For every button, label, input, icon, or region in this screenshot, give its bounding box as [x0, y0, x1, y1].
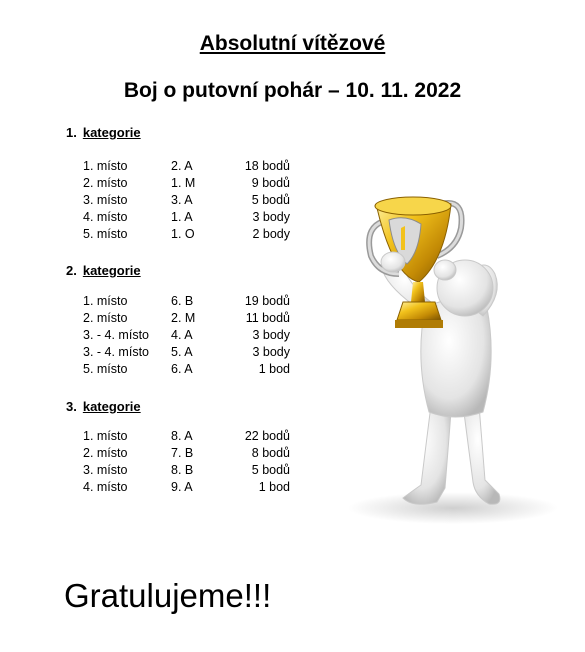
- place-cell: 1. místo: [83, 429, 128, 443]
- congratulations-text: Gratulujeme!!!: [64, 577, 272, 614]
- class-cell: 7. B: [171, 446, 194, 460]
- class-cell: 1. A: [171, 210, 193, 224]
- place-cell: 5. místo: [83, 227, 128, 241]
- class-cell: 8. B: [171, 463, 194, 477]
- class-cell: 2. M: [171, 311, 196, 325]
- document-subtitle: Boj o putovní pohár – 10. 11. 2022: [123, 79, 462, 102]
- place-cell: 2. místo: [83, 446, 128, 460]
- class-cell: 1. O: [171, 227, 195, 241]
- place-cell: 1. místo: [83, 294, 128, 308]
- class-cell: 9. A: [171, 480, 193, 494]
- class-cell: 4. A: [171, 328, 193, 342]
- result-row: [0, 345, 330, 362]
- category-name: kategorie: [82, 263, 141, 278]
- category-name: kategorie: [82, 399, 141, 414]
- place-cell: 4. místo: [83, 480, 128, 494]
- points-cell: 18 bodů: [244, 159, 290, 173]
- points-cell: 11 bodů: [245, 311, 290, 325]
- category-name: kategorie: [82, 125, 141, 140]
- result-row: [0, 210, 330, 227]
- category-heading: [66, 263, 141, 278]
- points-cell: 3 body: [252, 345, 290, 359]
- points-cell: 5 bodů: [251, 463, 290, 477]
- class-cell: 6. A: [171, 362, 193, 376]
- category-number: 1.: [66, 125, 77, 140]
- points-cell: 22 bodů: [244, 429, 290, 443]
- place-cell: 2. místo: [83, 311, 128, 325]
- place-cell: 1. místo: [83, 159, 128, 173]
- category-heading: [66, 125, 141, 140]
- class-cell: 6. B: [171, 294, 194, 308]
- place-cell: 3. - 4. místo: [83, 328, 149, 342]
- place-cell: 3. - 4. místo: [83, 345, 149, 359]
- result-row: [0, 193, 330, 210]
- result-row: [0, 227, 330, 244]
- class-cell: 1. M: [171, 176, 196, 190]
- place-cell: 5. místo: [83, 362, 128, 376]
- result-row: [0, 159, 330, 176]
- points-cell: 1 bod: [258, 362, 290, 376]
- result-row: [0, 463, 330, 480]
- category-heading: [66, 399, 141, 414]
- result-row: [0, 294, 330, 311]
- place-cell: 3. místo: [83, 463, 128, 477]
- result-row: [0, 328, 330, 345]
- class-cell: 5. A: [171, 345, 193, 359]
- place-cell: 4. místo: [83, 210, 128, 224]
- category-number: 2.: [66, 263, 77, 278]
- points-cell: 1 bod: [258, 480, 290, 494]
- result-row: [0, 176, 330, 193]
- class-cell: 2. A: [171, 159, 193, 173]
- result-row: [0, 362, 330, 379]
- category-number: 3.: [66, 399, 77, 414]
- points-cell: 9 bodů: [251, 176, 290, 190]
- points-cell: 3 body: [252, 328, 290, 342]
- points-cell: 3 body: [252, 210, 290, 224]
- result-row: [0, 311, 330, 328]
- result-row: [0, 446, 330, 463]
- place-cell: 2. místo: [83, 176, 128, 190]
- place-cell: 3. místo: [83, 193, 128, 207]
- class-cell: 8. A: [171, 429, 193, 443]
- figure-holding-trophy-image: [333, 190, 565, 530]
- result-row: [0, 480, 330, 497]
- result-row: [0, 429, 330, 446]
- points-cell: 5 bodů: [251, 193, 290, 207]
- points-cell: 8 bodů: [251, 446, 290, 460]
- points-cell: 19 bodů: [244, 294, 290, 308]
- class-cell: 3. A: [171, 193, 193, 207]
- points-cell: 2 body: [252, 227, 290, 241]
- document-title: Absolutní vítězové: [199, 32, 386, 55]
